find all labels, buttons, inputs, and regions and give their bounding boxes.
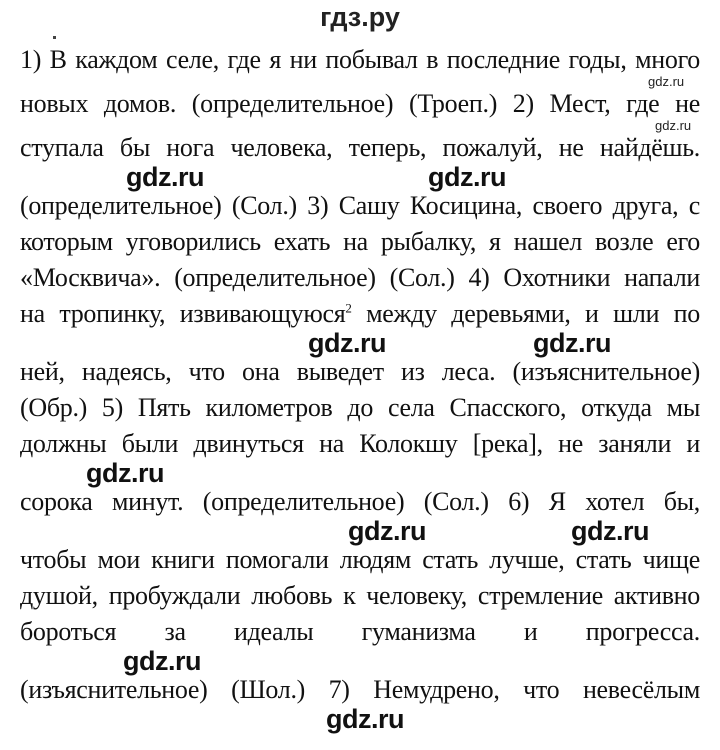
- text-line: новых домов. (определительное) (Троеп.) 2) Мест, где не: [20, 89, 700, 118]
- watermark: gdz.ru: [348, 516, 426, 546]
- text-fragment: между деревьями, и шли по: [366, 299, 700, 328]
- text-line: (Обр.) 5) Пять километров до села Спасского, откуда мы: [20, 393, 700, 422]
- stray-dot: [53, 36, 56, 39]
- text-line: ступала бы нога человека, теперь, пожалуй, не найдёшь.: [20, 133, 700, 162]
- watermark: gdz.ru: [86, 458, 164, 488]
- watermark: gdz.ru: [126, 162, 204, 192]
- watermark-row: [20, 646, 700, 676]
- text-line: 1) В каждом селе, где я ни побывал в последние годы, много: [20, 45, 700, 74]
- site-header-title[interactable]: гдз.ру: [320, 2, 400, 32]
- text-line: сорока минут. (определительное) (Сол.) 6) Я хотел бы,: [20, 487, 700, 516]
- watermark-row: [20, 118, 700, 134]
- watermark-row: [20, 704, 700, 734]
- watermark: gdz.ru: [308, 328, 386, 358]
- text-line: [20, 300, 700, 328]
- text-line: должны были двинуться на Колокшу [река], не заняли и: [20, 429, 700, 458]
- watermark-small: gdz.ru: [655, 118, 692, 133]
- text-fragment: на тропинку, извивающуюся: [20, 299, 346, 328]
- text-line: бороться за идеалы гуманизма и прогресса.: [20, 617, 700, 646]
- watermark-small: gdz.ru: [648, 74, 685, 89]
- text-line: которым уговорились ехать на рыбалку, я нашел возле его: [20, 227, 700, 256]
- text-line: «Москвича». (определительное) (Сол.) 4) Охотники напали: [20, 263, 700, 292]
- watermark-row: [20, 328, 700, 358]
- text-line: (изъяснительное) (Шол.) 7) Немудрено, что невесёлым: [20, 675, 700, 704]
- text-line: (определительное) (Сол.) 3) Сашу Косицина, своего друга, с: [20, 191, 700, 220]
- watermark: gdz.ru: [123, 646, 201, 676]
- watermark-row: [20, 516, 700, 546]
- watermark: gdz.ru: [326, 704, 404, 734]
- watermark: gdz.ru: [571, 516, 649, 546]
- text-line: ней, надеясь, что она выведет из леса. (изъяснительное): [20, 357, 700, 386]
- watermark: gdz.ru: [428, 162, 506, 192]
- document-text: [20, 46, 700, 734]
- watermark-row: [20, 162, 700, 192]
- watermark: gdz.ru: [533, 328, 611, 358]
- watermark-row: [20, 74, 700, 90]
- dot-row: [0, 34, 720, 46]
- text-line: чтобы мои книги помогали людям стать лучше, стать чище: [20, 545, 700, 574]
- watermark-row: [20, 458, 700, 488]
- text-line: душой, пробуждали любовь к человеку, стремление активно: [20, 581, 700, 610]
- footnote-mark: 2: [345, 300, 352, 316]
